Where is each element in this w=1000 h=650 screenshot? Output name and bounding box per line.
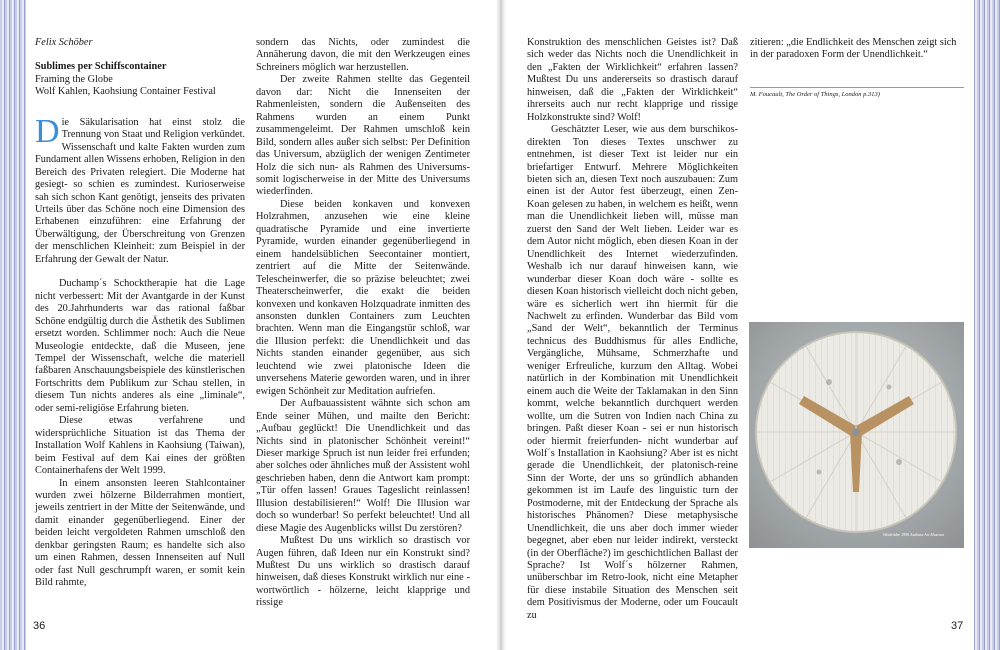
paragraph: Geschätzter Leser, wie aus dem burschikos-direkten Ton dieses Textes unschwer zu entnehmen, ist dieser Text ist leider nur ein briefartiger Entwurf. Mehrere Möglichkeiten bieten sich an, diesen Text noch auszubauen: Zum einen ist der Autor fest überzeugt, einen Zen- Koan gelesen zu haben, in welchem es heißt, wenn man die Unendlichkeit lieben will, müsse man zuerst den Sand der Welt lieben. Leider war es dem Autor nicht möglich, eben diesen Koan in der Unendlichkeit des Internet wiederzufinden. Weshalb ich nur darauf hinweisen kann, wie wunderbar dieser Koan doch wäre - sollte es diesen Koan historisch vielleicht doch nicht geben, wäre es sicherlich wert ihn hiermit für die Nachwelt zu erfinden. Wunderbar das Bild vom „Sand der Welt“, bekanntlich der Terminus technicus des Buddhismus für alles Endliche, Vergängliche, Mühsame, Schmerzhafte und weniger Erfreuliche, kurzum den Alltag. Wobei natürlich in der Kombination mit Unendlichkeit einem auch die Weite der Taklamakan in den Sinn kommt, welche bekanntlich durchquert werden wollte, um die Sutren von Indien nach China zu bringen. Paßt dieser Koan - sei er nun historisch oder hiermit freierfunden- nicht wunderbar auf Wolf´s Installation in Kaohsiung? Aber ist es nicht gerade die Unendlichkeit, der platonisch-reine Sinn der Worte, der uns so gründlich abhanden gekommen ist im Laufe des linguistic turn der Postmoderne, mit der Entdeckung der Sprache als historisches Phänomen? Diese metaphysische Unendlichkeit, die uns aber doch immer wieder begegnet, aber eben nur leider indirekt, versteckt (in der Oberfläche?) im geschichtlichen Ballast der Sprache? Ist Wolf´s hölzerner Rahmen, unüberschbar im Retro-look, nicht eine Metapher für diese instabile Situation des Menschen seit dem Positivismus der Moderne, oder um Foucault zu	[527, 124, 738, 621]
page-number-left: 36	[33, 620, 46, 632]
page-number-right: 37	[951, 620, 964, 632]
paragraph: In einem ansonsten leeren Stahlcontainer wurden zwei hölzerne Bilderrahmen montiert, jeweils zentriert in der Mitte der Seitenwände, und damit einander gegenüberliegend. Einer der beiden leicht vergoldeten Rahmen umschloß den denkbar geringsten Raum; es handelte sich also um einen Rahmen, dessen Innenseiten auf Null oder fast Null geschrumpft waren, er somit kein Bild rahmte,	[35, 477, 245, 589]
pull-quote: zitieren: „die Endlichkeit des Menschen zeigt sich in der paradoxen Form der Unendlichkeit.“	[750, 37, 957, 61]
article-title: Sublimes per Schiffscontainer	[35, 61, 167, 73]
paragraph	[35, 112, 245, 266]
paragraph: Mußtest Du uns wirklich so drastisch vor Augen führen, daß Ideen nur ein Konstrukt sind? Mußtest Du uns wirklich so drastisch darauf hinweisen, daß dieses Konstrukt wirklich nur eine - wortwörtlich - hölzerne, leicht klapprige und rissige	[256, 535, 470, 609]
paragraph: Konstruktion des menschlichen Geistes ist? Daß sich weder das Nichts noch die Unendlichkeit in den „Fakten der Wirklichkeit“ erfahren lassen? Mußtest Du uns andererseits so drastisch darauf hinweisen, daß die „Fakten der Wirklichkeit“ ihrerseits auch nur recht klapprige und rissige Holzkonstrukte sind? Wolf!	[527, 37, 738, 123]
artwork-photo	[749, 322, 964, 548]
paragraph: Duchamp´s Schocktherapie hat die Lage nicht verbessert: Mit der Avantgarde in der Kunst des 20.Jahrhunderts war das rational faßbar Schöne endgültig durch die Ästhetik des Sublimen ersetzt worden. Schlimmer noch: Auch die Neue Museologie entdeckte, daß die Museen, jene Tempel der Wissenschaft, welche die materiell faßbaren Anschauungsbeispiele des künstlerischen Fortschritts dem Publikum zur Schau stellen, in diesem Tun nichts anderes als eine „liminale“, oder semi-religiöse Erfahrung bieten.	[35, 278, 245, 414]
photo-caption: Windräder 1998 Asakura Art Museum	[883, 532, 944, 537]
author-name: Felix Schöber	[35, 37, 93, 48]
book-gutter	[496, 0, 506, 650]
left-column-1	[35, 37, 245, 590]
book-edge-right	[974, 0, 1000, 650]
fan-artwork-image	[749, 322, 964, 548]
article-subtitle-2: Wolf Kahlen, Kaohsiung Container Festival	[35, 86, 216, 98]
quote-divider	[750, 87, 964, 88]
paragraph: Der Aufbauassistent wähnte sich schon am Ende seiner Mühen, und mailte den Bericht: „Aufbau geglückt! Die Unendlichkeit und das Nichts sind in platonischer Schönheit vereint!“ Dieser markige Spruch ist nun leider frei erfunden; aber solches oder ähnliches muß der Assistent wohl geschrieben haben, denn die Antwort kam prompt: „Tür offen lassen! Graues Tageslicht reinlassen! Illusion destabilisieren!“ Wolf! Die Illusion war doch so wunderbar! So perfekt beleuchtet! Und all diese Magie des Augenblicks willst Du zerstören?	[256, 398, 470, 534]
drop-cap: D	[35, 112, 60, 150]
paragraph-text: ie Säkularisation hat einst stolz die Trennung von Staat und Religion verkündet. Wissenschaft und kalte Fakten wurden zum Fundament allen Wissens erhoben, Religion in den Bereich des Privaten relegiert. Die Moderne hat gesiegt- so schien es zumindest. Kurioserweise sah sich schon Kant genötigt, jenseits des privaten Urteils über das Schöne noch eine Dimension des Erhabenen einzuführen: eine Erfahrung der Überwältigung, der Überschreitung von Grenzen der menschlichen Kleinheit: zum Beispiel in der Erfahrung der Gewalt der Natur.	[35, 116, 245, 265]
paragraph: sondern das Nichts, oder zumindest die Annäherung davon, die mit den Werkzeugen eines Schreiners möglich war herzustellen.	[256, 37, 470, 73]
paragraph: Diese etwas verfahrene und widersprüchliche Situation ist das Thema der Installation Wolf Kahlens in Kaohsiung (Taiwan), beim Festival auf dem Kai eines der größten Containerhafens der Welt 1999.	[35, 415, 245, 477]
right-column-1	[527, 37, 738, 622]
quote-source: M. Foucault, The Order of Things, London p.313)	[750, 91, 880, 98]
left-column-2	[256, 37, 470, 610]
paragraph: Diese beiden konkaven und konvexen Holzrahmen, anzusehen wie eine kleine quadratische Pyramide und eine invertierte Pyramide, wurden einander gegenüberliegend in einem handelsüblichen Seecontainer montiert, zentriert auf die Mitte der Seitenwände. Telescheinwerfer, die so präzise beleuchtet; zwei Theaterscheinwerfer, die exakt die beiden konvexen und konkaven Holzquadrate inmitten des ansonsten dunklen Containers zum Leuchten brachten. Wenn man die Eingangstür schloß, war die Illusion perfekt: die Unendlichkeit und das Nichts standen einander gegenüber, aus sich leuchtend wie zwei platonische Ideen die unversehens Materie geworden waren, und in ihrer ewigen Schönheit zur Meditation aufriefen.	[256, 198, 470, 397]
paragraph: Der zweite Rahmen stellte das Gegenteil davon dar: Nicht die Innenseiten der Rahmenleisten, sondern die Außenseiten des Rahmens wurden an einem Punkt zusammengeleimt. Der Rahmen umschloß kein Bild, sondern alles außer sich selbst: Per Definition das Universum, abzüglich der wenigen Zentimeter Holz die sich nun- als Rahmen des Universums- somit logischerweise in der Mitte des Universums wiederfinden.	[256, 74, 470, 198]
book-edge-left	[0, 0, 26, 650]
article-subtitle-1: Framing the Globe	[35, 73, 113, 85]
